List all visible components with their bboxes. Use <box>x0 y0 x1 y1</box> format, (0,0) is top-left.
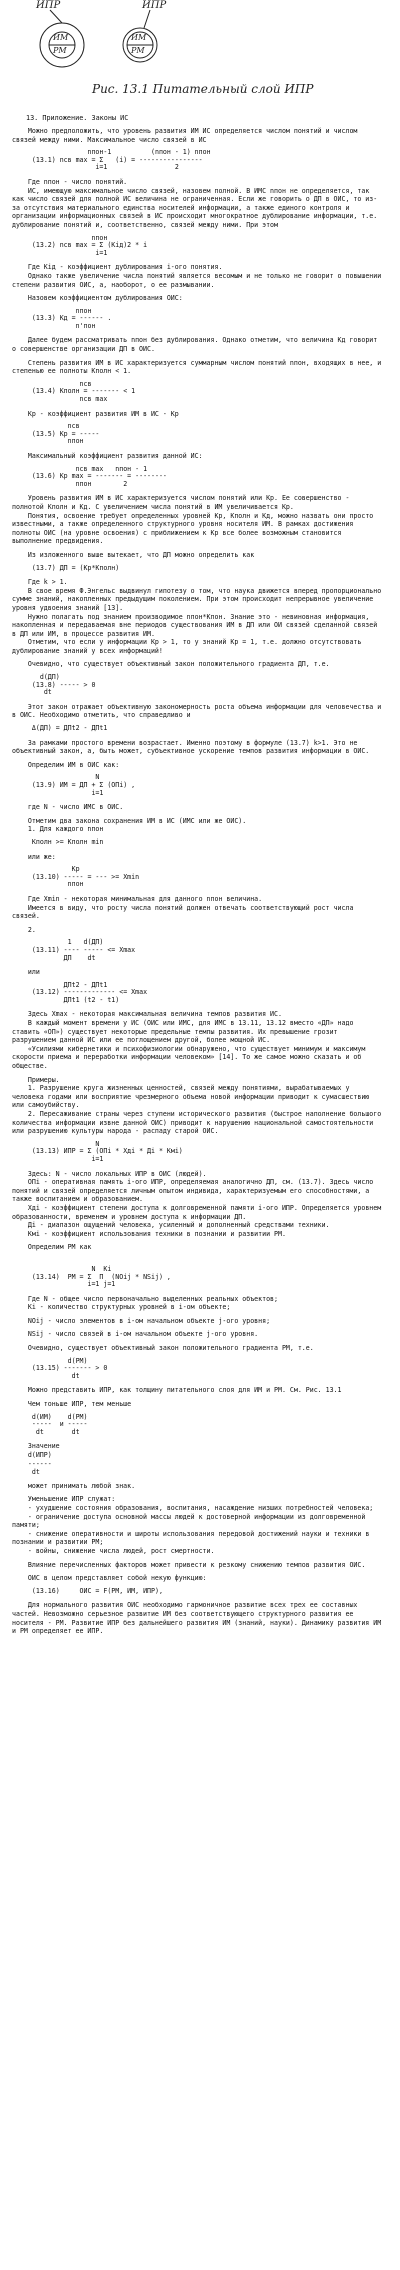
formula: nпон-1 (nпон - 1) nпон (13.1) nсв max = Σ (i) = ---------------- i=1 2 <box>31 148 211 172</box>
paragraph: Kр - коэффициент развития ИМ в ИС - Kр <box>12 409 179 418</box>
ipr-label-right: ИПР <box>142 0 167 11</box>
paragraph: или же: <box>12 852 56 861</box>
paragraph: Где Xmin - некоторая минимальная для данного nпон величина. Имеется в виду, что росту числа понятий должен отвечать соответствующий рост числа связей. <box>12 894 354 921</box>
paragraph: Назовем коэффициентом дублирования ОИС: <box>12 294 183 303</box>
paragraph: где N - число ИМС в ОИС. <box>12 803 124 812</box>
paragraph: За рамками простого времени возрастает. Именно поэтому в формуле (13.7) k>1. Это не объективный закон, а, быть может, субъективное ускорение темпов развития информации в ОИС. <box>12 738 370 756</box>
paragraph: Здесь Xmax - некоторая максимальная величина темпов развития ИС. В каждый момент времени у ИС (ОИС или ИМС, для ИМС в 13.11, 13.12 вместо «ДП» надо ставить «ОП») существует некоторые предельные темпы развития. Их превышение грозит разрушением данной ИС или ее поглощением другой, более мощной ИС. «Усилиями кибернетики и психофизиологии обнаружено, что существует минимум и максимум скорости приема и переработки информации человеком» [14]. То же самое можно сказать и об обществе. <box>12 1010 366 1071</box>
formula: Kр (13.10) ----- = --- >= Xmin nпон <box>31 865 140 889</box>
figure-13-1 <box>0 0 400 112</box>
ipr-label-left: ИПР <box>36 0 61 11</box>
paragraph: Уменьшение ИПР служат: - ухудшение состояния образования, воспитания, насаждение низших потребностей человека; - ограничение доступа основной массы людей к достоверной информации из долговременной памяти; - снижение оперативности и широты использования передовой достижений науки и техники в познании и развитии РМ; - войны, снижение числа людей, рост смертности. <box>12 1495 374 1555</box>
paragraph: Определим РМ как <box>12 1243 92 1252</box>
ipr-pointer-right <box>144 10 150 28</box>
formula: nпон (13.2) nсв max = Σ (Kiд)2 * i i=1 <box>31 233 148 257</box>
formula: nпон (13.3) Kд = ------ . n'пон <box>31 306 112 330</box>
figure-caption: Рис. 13.1 Питательный слой ИПР <box>92 82 314 96</box>
paragraph: Далее будем рассматривать nпон без дублирования. Однако отметим, что величина Kд говорит о совершенстве организации ДП в ОИС. <box>12 336 382 354</box>
formula: Δ(ДП) = ДПt2 - ДПt1 <box>20 724 108 733</box>
formula: ДПt2 - ДПt1 (13.12) ------------- <= Xmax ДПt1 (t2 - t1) <box>31 980 148 1004</box>
im-label-right: ИМ <box>131 33 147 42</box>
paragraph: Очевидно, что существует объективный закон положительного градиента ДП, т.е. <box>12 660 330 669</box>
formula: nсв (13.4) Kполн = ------- < 1 nсв max <box>31 379 136 404</box>
paragraph: может принимать любой знак. <box>12 1481 136 1490</box>
paragraph: NOij - число элементов в i-ом начальном объекте j-ого уровня; <box>12 1316 271 1325</box>
paragraph: Для нормального развития ОИС необходимо гармоничное развитие всех трех ее составных частей. Невозможно серьезное развитие ИМ без соответствующего структурного развития ее носителя - РМ. Развитие ИПР без дальнейшего развития ИМ (знаний, науки). Динамику развития ИМ и РМ определяет ее ИПР. <box>12 1601 386 1636</box>
formula: d(ДП) (13.8) ----- > 0 dt <box>31 673 96 697</box>
formula: d(РМ) (13.15) ------- > 0 dt <box>31 1356 108 1380</box>
ipr-pointer-left <box>50 10 62 23</box>
paragraph: Можно предположить, что уровень развития ИМ ИС определяется числом понятий и числом связей между ними. Максимальное число связей в ИС <box>12 127 362 144</box>
paragraph: NSij - число связей в i-ом начальном объекте j-ого уровня. <box>12 1330 259 1339</box>
paragraph: Где N - общее число первоначально выделенных реальных объектов; Ki - количество структурных уровней в i-ом объекте; <box>27 1294 278 1312</box>
paragraph: Этот закон отражает объективную закономерность роста объема информации для человечества и в ОИС. Необходимо отметить, что справедливо и <box>12 702 386 720</box>
document-body <box>12 114 384 1641</box>
section-heading: 13. Приложение. Законы ИС <box>26 114 129 122</box>
paragraph: Отметим два закона сохранения ИМ в ИС (ИМС или же ОИС). 1. Для каждого nпон <box>27 816 247 834</box>
formula: nсв (13.5) Kр = ----- nпон <box>31 422 100 446</box>
rm-label-left: РМ <box>53 46 67 55</box>
formula: (13.7) ДП = (Kр*Kполн) <box>20 563 120 572</box>
paragraph: Чем тоньше ИПР, тем меньше <box>12 1400 132 1409</box>
paragraph: Максимальный коэффициент развития данной ИС: <box>12 452 203 460</box>
paragraph: Значение d(ИПР) ------ dt <box>27 1442 60 1477</box>
paragraph: Уровень развития ИМ в ИС характеризуется числом понятий или Kр. Ее совершенство - полнотой Kполн и Kд. С увеличением числа понятий в ИМ увеличивается Kр. Понятия, освоение требует определенных уровней Kр, Kполн и Kд, можно назвать они просто известными, а также определенного структурного уровня носителя ИМ. В рамках достижения полноты ОИС (на уровне освоения) с приближением к Kр все более возможным становится выполнение предвидения. <box>12 494 374 546</box>
formula: 1 d(ДП) (13.11) ---- ----- <= Xmax ДП dt <box>31 938 136 962</box>
paragraph: Где k > 1. В свое время Ф.Энгельс выдвинул гипотезу о том, что наука движется вперед пропорционально сумме знаний, накопленных предыдущим поколением. При этом происходит непрерывное увеличение уровня удвоения знаний [13]. Нужно полагать под знанием производимое nпон*Kпон. Знание это - невиновная информация, накопленная и передаваемая вне периодов существования ИМ в ДП или ОИ связей сделанной связей в ДП или ИМ, в процессе развития ИМ. Отметим, что если у информации Kр > 1, то у знаний Kр = 1, т.е. должно отсутствовать дублирование знаний у всех информаций! <box>12 578 382 655</box>
paragraph: ОИС в целом представляет собой некую функцию: <box>12 1574 207 1583</box>
formula: N (13.9) ИМ = ДП + Σ (ОПi) , i=1 <box>31 773 136 797</box>
paragraph: Определим ИМ в ОИС как: <box>12 760 120 769</box>
paragraph: Из изложенного выше вытекает, что ДП можно определить как <box>12 550 255 559</box>
rm-label-right: РМ <box>131 46 145 55</box>
paragraph: Можно представить ИПР, как толщину питательного слоя для ИМ и РМ. См. Рис. 13.1 <box>12 1386 342 1395</box>
formula: N Ki (13.14) РМ = Σ Π (NOij * NSij) , i=1 j=1 <box>31 1264 171 1289</box>
formula: d(ИМ) d(РМ) ----- и ----- dt dt <box>31 1412 88 1436</box>
paragraph: Здесь: N - число локальных ИПР в ОИС (людей). ОПi - оперативная память i-ого ИПР, определяемая аналогично ДП, см. (13.7). Здесь число понятий и связей определяется личным опытом индивида, характеризуемым его способностями, а также воспитанием и образованием. Xдi - коэффициент степени доступа к долговременной памяти i-ого ИПР. Определяется уровнем образованности, временем и уровнем доступа к информации ДП. Дi - диапазон ощущений человека, усиленный и дополненный средствами техники. Кмi - коэффициент использования техники в познании и развитии РМ. <box>12 1169 382 1238</box>
formula: (13.16) ОИС = F(РМ, ИМ, ИПР), <box>20 1586 163 1595</box>
paragraph: 2. <box>12 925 36 934</box>
formula: Kполн >= Kполн min <box>20 837 104 846</box>
formula: nсв max nпон - 1 (13.6) Kр max = ------- = -------- nпон 2 <box>31 464 167 488</box>
formula: N (13.13) ИПР = Σ (ОПi * Xдi * Дi * Кмi) i=1 <box>31 1139 183 1163</box>
im-label-left: ИМ <box>53 33 69 42</box>
paragraph: Влияние перечисленных факторов может привести к резкому снижению темпов развития ОИС. <box>12 1560 366 1569</box>
paragraph: Где nпон - число понятий. ИС, имеющую максимальное число связей, назовем полной. В ИМС nпон не определяется, так как число связей для полной ИС величина не ограниченная. Если же говорить о ДП в ОИС, то из-за отсутствия материального единства носителей информации, а также единого контроля и организации информационных связей в ИС происходит многократное дублирование информации, т.е. дублирование понятий и, соответственно, связей между ними. При этом <box>12 177 378 229</box>
paragraph: или <box>12 968 40 977</box>
paragraph: Степень развития ИМ в ИС характеризуется суммарным числом понятий nпон, входящих в нее, и степенью ее полноты Kполн < 1. <box>12 358 386 376</box>
paragraph: Где Kiд - коэффициент дублирования i-ого понятия. Однако также увеличение числа понятий является весомым и не только не говорит о повышении степени развития ОИС, а, наоборот, о ее размывании. <box>12 263 382 289</box>
paragraph: Очевидно, существует объективный закон положительного градиента РМ, т.е. <box>12 1344 314 1353</box>
paragraph: Примеры. 1. Разрушение круга жизненных ценностей, связей между понятиями, вырабатываемых у человека годами или восприятие чрезмерного объема новой информации приводит к сумасшествию или самоубийству. 2. Пересаживание страны через ступени исторического развития (быстрое наполнение большого количества информации извне данной ОИС) приводит к нарушению национальной самостоятельности или разрушению культуры народа - распаду старой ОИС. <box>12 1075 382 1136</box>
